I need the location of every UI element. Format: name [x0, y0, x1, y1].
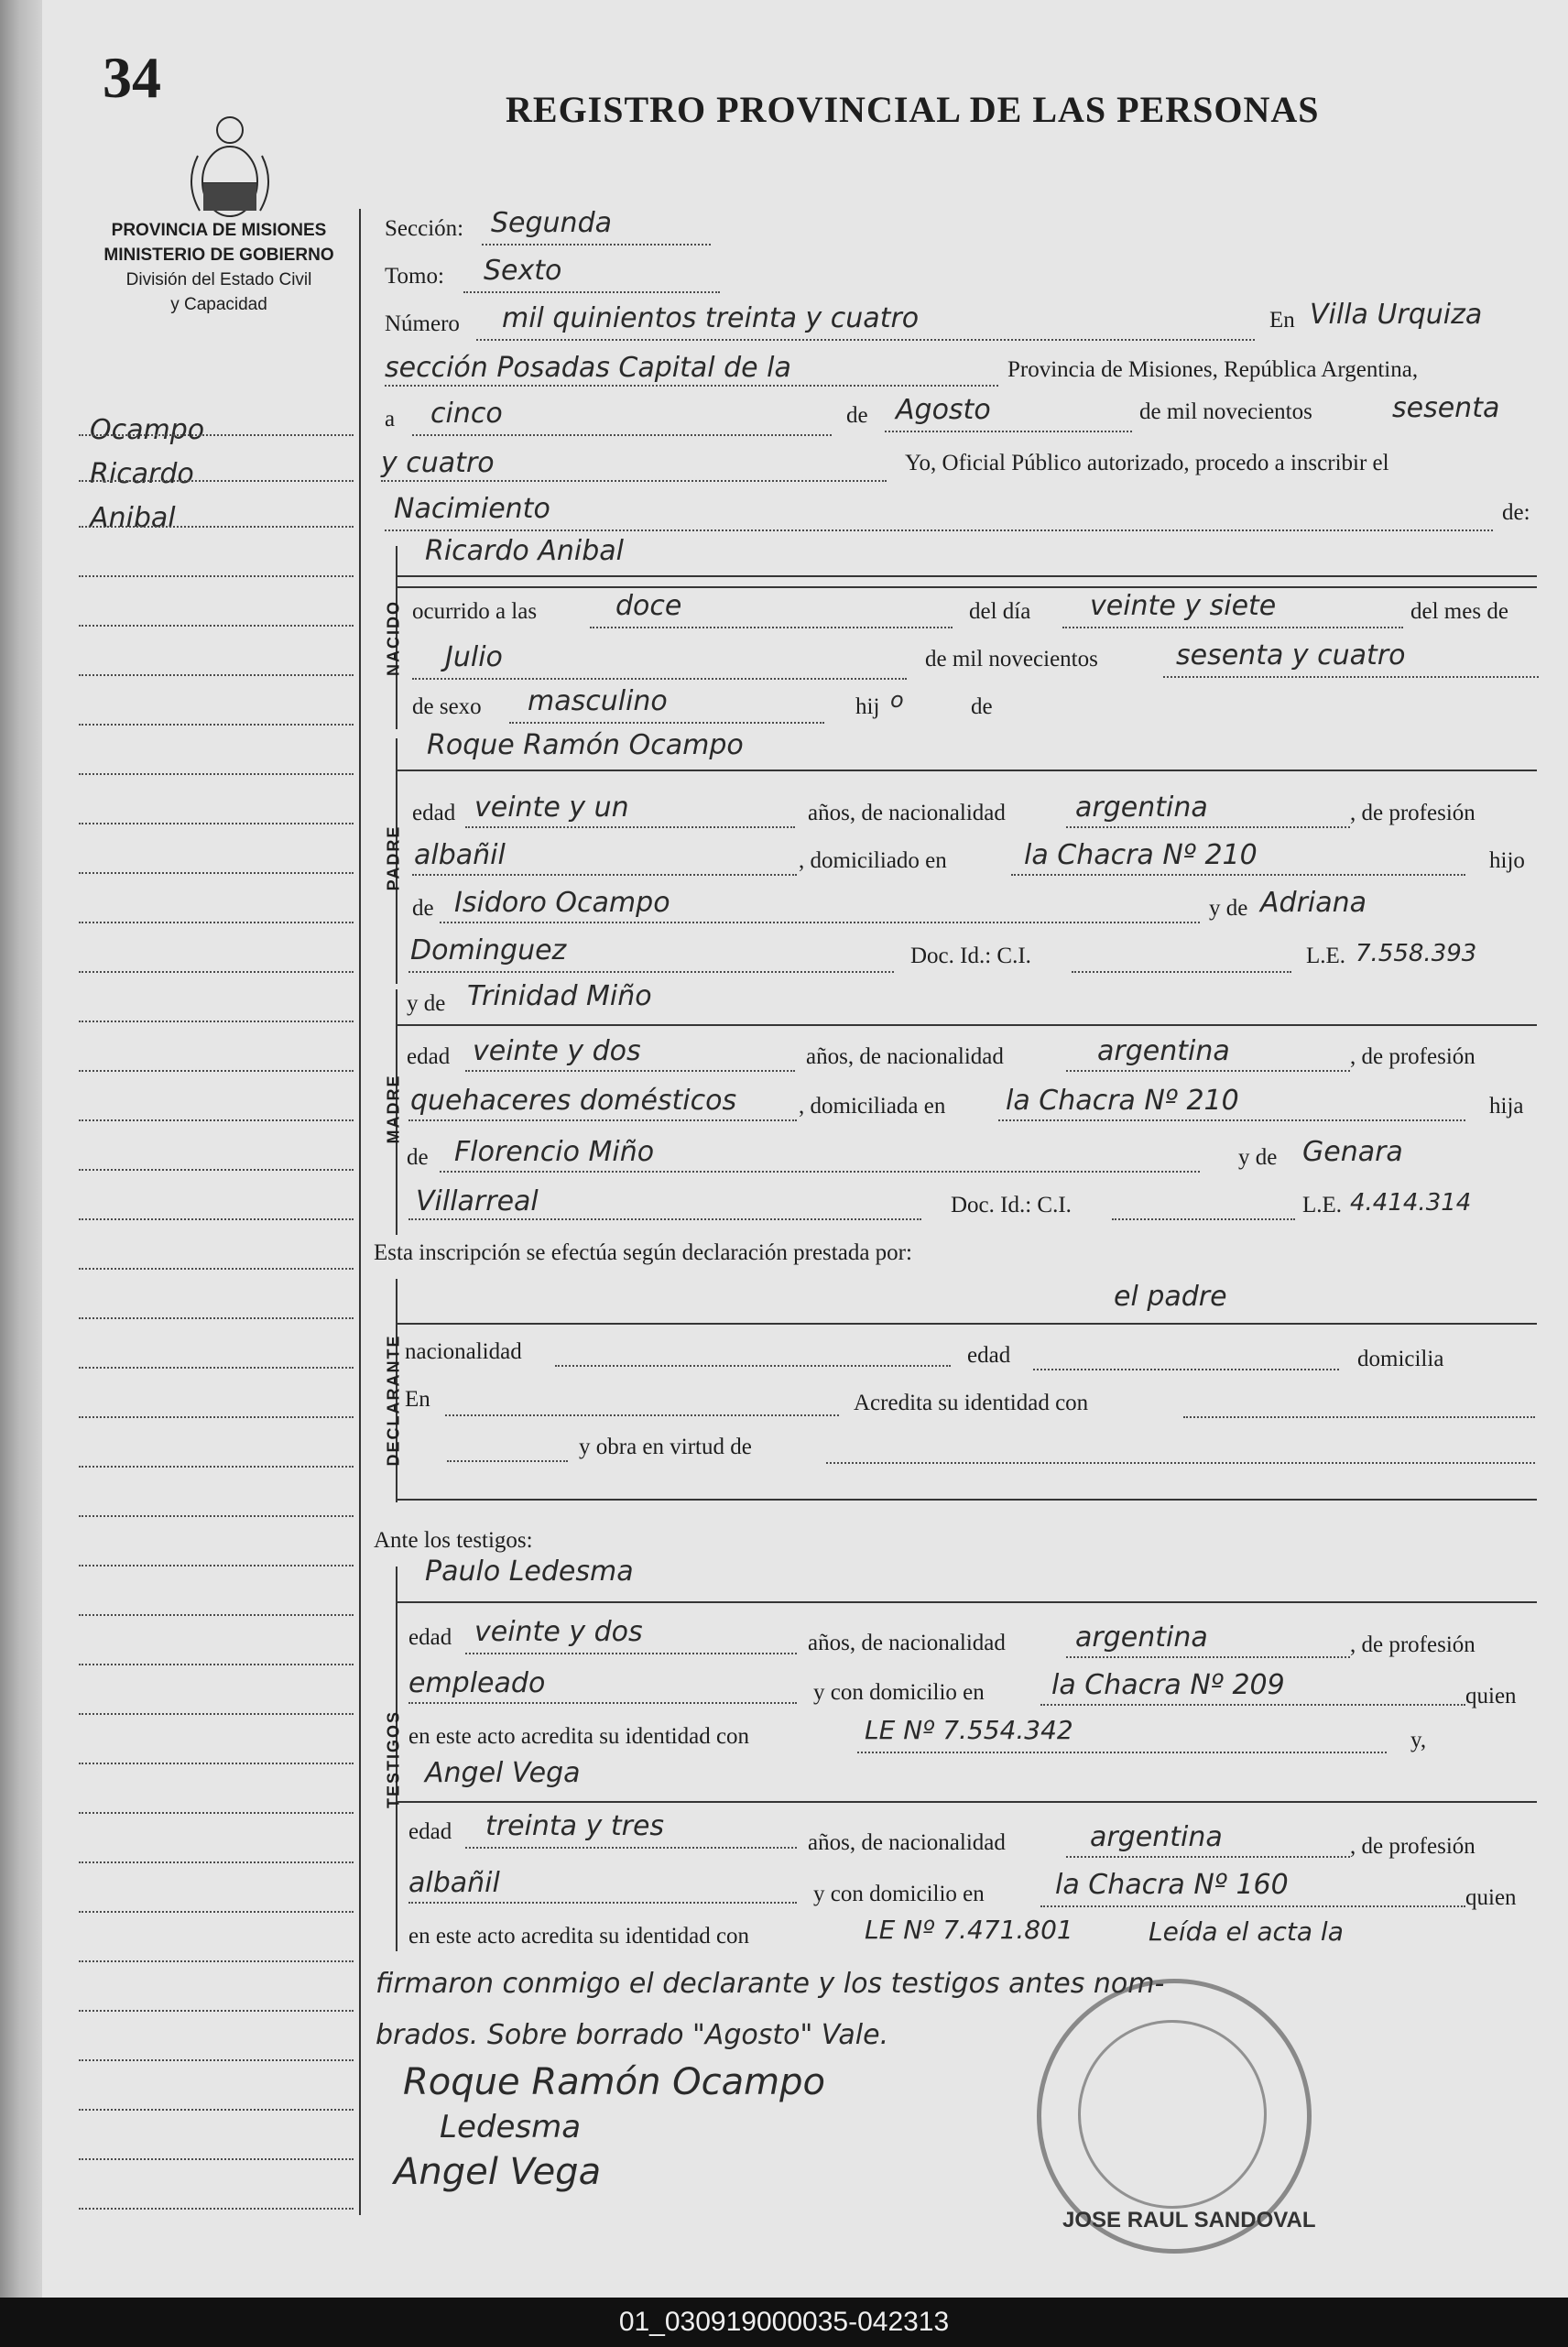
madre-doc-label: Doc. Id.: C.I. [951, 1193, 1072, 1217]
madre-nombre: Trinidad Miño [467, 980, 652, 1012]
padre-prof-label: , de profesión [1350, 801, 1475, 825]
declarante-value: el padre [1114, 1281, 1227, 1313]
madre-edad: veinte y dos [473, 1035, 641, 1067]
madre-dom-label: , domiciliada en [799, 1094, 946, 1119]
padre-madre: Adriana [1260, 887, 1367, 919]
nacido-nombre: Ricardo Anibal [425, 535, 624, 567]
page-number: 34 [103, 45, 161, 110]
provincia-label: Provincia de Misiones, República Argentina, [1007, 357, 1419, 382]
madre-le: 4.414.314 [1350, 1189, 1472, 1217]
madre-madre: Genara [1302, 1136, 1403, 1168]
padre-section-label: PADRE [384, 824, 403, 891]
t2-quien-label: quien [1465, 1885, 1517, 1910]
padre-le: 7.558.393 [1356, 940, 1477, 967]
padre-y-de-label: y de [1209, 896, 1248, 921]
madre-profesion: quehaceres domésticos [410, 1085, 737, 1117]
acto-value: Nacimiento [394, 493, 550, 525]
t2-nac-label: años, de nacionalidad [808, 1830, 1006, 1855]
seccion-label: Sección: [385, 216, 464, 241]
nacido-section-label: NACIDO [384, 600, 403, 676]
t2-prof-label: , de profesión [1350, 1834, 1475, 1859]
mes-value: Agosto [896, 394, 991, 426]
t2-dom-label: y con domicilio en [813, 1882, 985, 1906]
padre-domicilio: la Chacra Nº 210 [1024, 839, 1258, 871]
t2-acredita-label: en este acto acredita su identidad con [408, 1924, 750, 1949]
office-division-cont: y Capacidad [170, 295, 267, 314]
sexo-label: de sexo [412, 694, 482, 719]
padre-doc-label: Doc. Id.: C.I. [910, 944, 1031, 968]
cierre-linea-3: brados. Sobre borrado "Agosto" Vale. [376, 2019, 889, 2051]
margin-second-name: Anibal [90, 502, 176, 534]
de-label: de [846, 403, 868, 428]
seccion-value: Segunda [491, 207, 612, 239]
t1-profesion: empleado [408, 1667, 546, 1699]
t1-acredita-label: en este acto acredita su identidad con [408, 1724, 750, 1749]
madre-le-label: L.E. [1302, 1193, 1343, 1217]
ocurrido-label: ocurrido a las [412, 599, 538, 624]
mes-nac-value: Julio [445, 641, 503, 673]
madre-padre: Florencio Miño [454, 1136, 655, 1168]
madre-nacionalidad: argentina [1097, 1035, 1230, 1067]
issuing-office [79, 218, 359, 317]
sexo-value: masculino [528, 685, 668, 717]
de-mil-nac-label: de mil novecientos [925, 647, 1098, 671]
anio-value: sesenta [1392, 392, 1500, 424]
testigos-intro-label: Ante los testigos: [374, 1528, 533, 1553]
padre-dom-label: , domiciliado en [799, 848, 947, 873]
oficial-nombre: JOSE RAUL SANDOVAL [1062, 2208, 1316, 2232]
a-label: a [385, 407, 396, 431]
madre-madre-cont: Villarreal [416, 1185, 539, 1217]
national-coat-of-arms-icon [180, 110, 280, 229]
padre-madre-cont: Dominguez [410, 934, 567, 966]
dia-nac-value: veinte y siete [1090, 590, 1277, 622]
t2-edad: treinta y tres [485, 1810, 665, 1842]
t2-nacionalidad: argentina [1090, 1821, 1223, 1853]
declarante-section-label: DECLARANTE [384, 1334, 403, 1467]
t1-identidad: LE Nº 7.554.342 [865, 1715, 1073, 1745]
declarante-acredita-label: Acredita su identidad con [854, 1391, 1089, 1415]
declarante-obra-label: y obra en virtud de [579, 1435, 752, 1459]
declarante-en-label: En [405, 1387, 430, 1412]
t1-domicilio: la Chacra Nº 209 [1051, 1669, 1285, 1701]
madre-y-de-label-2: y de [1238, 1145, 1278, 1170]
testigo2-nombre: Angel Vega [425, 1757, 581, 1789]
declarante-edad-label: edad [967, 1343, 1011, 1368]
testigo1-nombre: Paulo Ledesma [425, 1556, 634, 1588]
t1-nac-label: años, de nacionalidad [808, 1631, 1006, 1655]
padre-profesion: albañil [414, 839, 506, 871]
padre-nac-label: años, de nacionalidad [808, 801, 1006, 825]
madre-nac-label: años, de nacionalidad [806, 1044, 1004, 1069]
t2-edad-label: edad [408, 1819, 452, 1844]
padre-de-label: de [412, 896, 434, 921]
hora-value: doce [615, 590, 682, 622]
cierre-linea-2: firmaron conmigo el declarante y los testigos antes nom- [376, 1968, 1165, 2000]
padre-padre: Isidoro Ocampo [454, 887, 670, 919]
del-dia-label: del día [969, 599, 1031, 624]
inscripcion-label: Esta inscripción se efectúa según declaración prestada por: [374, 1240, 912, 1265]
t1-prof-label: , de profesión [1350, 1632, 1475, 1657]
madre-edad-label: edad [407, 1044, 451, 1069]
madre-de-label: de [407, 1145, 429, 1170]
madre-section-label: MADRE [384, 1074, 403, 1144]
padre-edad: veinte y un [474, 791, 629, 824]
anio-nac-value: sesenta y cuatro [1176, 639, 1406, 671]
firma-declarante: Roque Ramón Ocampo [403, 2061, 825, 2103]
de-colon-label: de: [1502, 500, 1530, 525]
de-mil-label: de mil novecientos [1139, 399, 1312, 424]
padre-nombre: Roque Ramón Ocampo [427, 729, 744, 761]
lugar-value-cont: sección Posadas Capital de la [385, 352, 791, 384]
scan-identifier: 01_030919000035-042313 [0, 2298, 1568, 2347]
hij-suffix: o [890, 687, 904, 713]
madre-domicilio: la Chacra Nº 210 [1006, 1085, 1239, 1117]
t1-dom-label: y con domicilio en [813, 1680, 985, 1705]
hij-label: hij [855, 694, 880, 719]
de-hij-label: de [971, 694, 993, 719]
madre-prof-label: , de profesión [1350, 1044, 1475, 1069]
t1-nacionalidad: argentina [1075, 1621, 1208, 1654]
cierre-linea-1: Leída el acta la [1149, 1916, 1344, 1947]
t1-quien-label: quien [1465, 1684, 1517, 1708]
t2-identidad: LE Nº 7.471.801 [865, 1915, 1073, 1945]
document-title: REGISTRO PROVINCIAL DE LAS PERSONAS [506, 89, 1320, 130]
declarante-dom-label: domicilia [1357, 1347, 1444, 1371]
numero-value: mil quinientos treinta y cuatro [502, 302, 920, 334]
firma-testigo-1: Ledesma [440, 2109, 582, 2145]
en-label: En [1269, 308, 1295, 333]
testigos-section-label: TESTIGOS [384, 1710, 403, 1809]
margin-divider [359, 209, 361, 2215]
numero-label: Número [385, 311, 460, 336]
margin-surname: Ocampo [90, 414, 205, 446]
t1-y-label: y, [1410, 1728, 1427, 1752]
firma-testigo-2: Angel Vega [394, 2151, 602, 2193]
tomo-label: Tomo: [385, 264, 444, 289]
padre-edad-label: edad [412, 801, 456, 825]
dia-value: cinco [430, 398, 503, 430]
declarante-nac-label: nacionalidad [405, 1339, 522, 1364]
office-ministry: MINISTERIO DE GOBIERNO [103, 246, 334, 265]
tomo-value: Sexto [484, 255, 562, 287]
oficial-label: Yo, Oficial Público autorizado, procedo a inscribir el [905, 451, 1389, 475]
del-mes-label: del mes de [1410, 599, 1508, 624]
hija-label: hija [1489, 1094, 1524, 1119]
book-binding [0, 0, 42, 2298]
madre-y-de-label: y de [407, 991, 446, 1016]
padre-le-label: L.E. [1306, 944, 1346, 968]
office-province: PROVINCIA DE MISIONES [111, 221, 327, 240]
office-division: División del Estado Civil [125, 270, 312, 289]
lugar-value: Villa Urquiza [1310, 299, 1483, 331]
padre-nacionalidad: argentina [1075, 791, 1208, 824]
t2-domicilio: la Chacra Nº 160 [1055, 1869, 1289, 1901]
hijo-label: hijo [1489, 848, 1525, 873]
margin-first-name: Ricardo [90, 458, 194, 490]
t1-edad: veinte y dos [474, 1616, 643, 1648]
t1-edad-label: edad [408, 1625, 452, 1650]
anio-value-cont: y cuatro [381, 447, 495, 479]
t2-profesion: albañil [408, 1867, 500, 1899]
